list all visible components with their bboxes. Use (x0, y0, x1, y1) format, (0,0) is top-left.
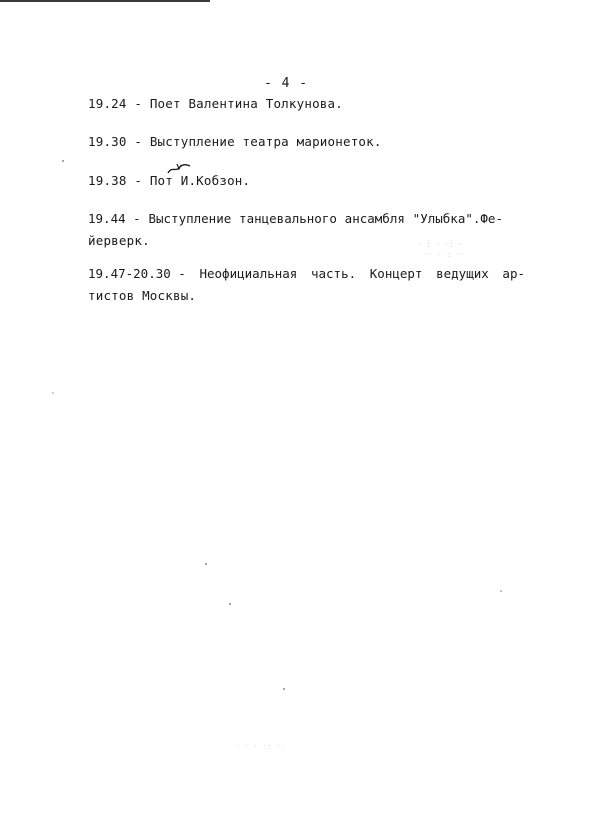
schedule-text: Пот И.Кобзон. (149, 173, 251, 188)
schedule-time: 19.38 - (88, 173, 143, 188)
schedule-item-4-continuation: йерверк. (88, 233, 150, 248)
scan-speck (500, 590, 502, 592)
schedule-word: танцевального (239, 211, 337, 226)
schedule-word: ансамбля (344, 211, 405, 226)
schedule-word: часть. (310, 266, 357, 281)
scan-speck (62, 160, 64, 162)
schedule-word: ар- (502, 266, 525, 281)
scan-smudge: · : · ·: · (418, 240, 464, 249)
schedule-time: 19.44 - (88, 211, 141, 226)
schedule-word: "Улыбка".Фе- (412, 211, 503, 226)
scan-speck (205, 563, 207, 565)
scan-smudge: · · · ·: ·· (236, 742, 287, 751)
schedule-item-1 (88, 96, 343, 111)
schedule-item-4 (88, 211, 503, 226)
schedule-word: Концерт (369, 266, 423, 281)
handwritten-correction-mark (166, 162, 192, 176)
schedule-item-5-continuation: тистов Москвы. (88, 288, 197, 303)
page-number: - 4 - (264, 76, 309, 91)
schedule-item-5 (88, 266, 525, 281)
scan-speck (283, 688, 285, 690)
schedule-time: 19.30 - (88, 134, 143, 149)
schedule-word: ведущих (436, 266, 489, 281)
schedule-text: Поет Валентина Толкунова. (149, 96, 343, 111)
schedule-text: Выступление театра марионеток. (149, 134, 382, 149)
schedule-word: Выступление (148, 211, 232, 226)
schedule-word: Неофициальная (199, 266, 298, 281)
scan-smudge: ·· · : ·· (425, 250, 467, 259)
schedule-item-2 (88, 134, 382, 149)
scan-speck (52, 392, 54, 394)
schedule-time: 19.24 - (88, 96, 143, 111)
scan-speck (229, 603, 231, 605)
schedule-time: 19.47-20.30 - (88, 266, 186, 281)
